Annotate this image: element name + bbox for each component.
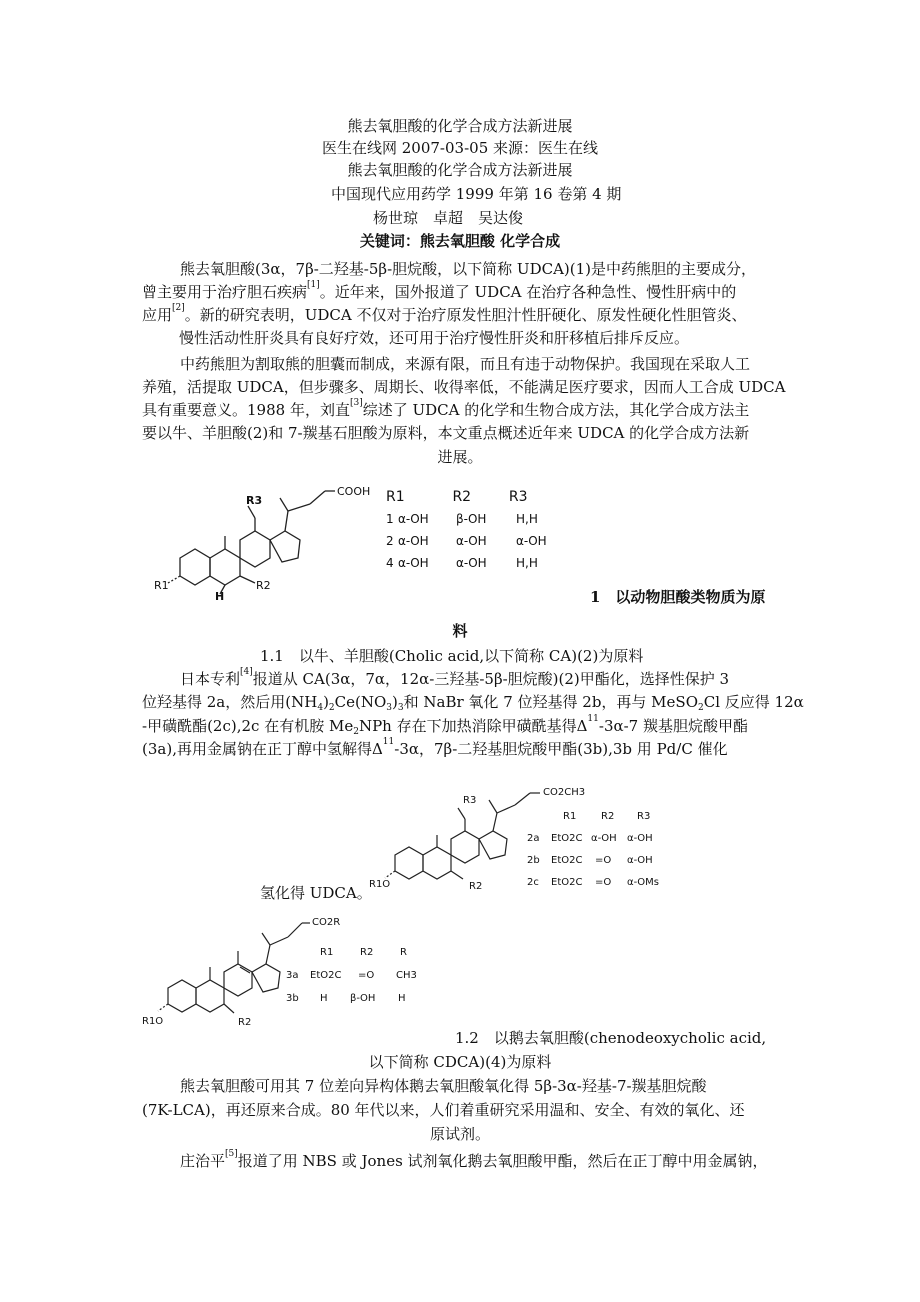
intro-p2-line3: 具有重要意义。1988 年，刘直[3]综述了 UDCA 的化学和生物合成方法，其化学合成方法主 [142, 398, 750, 419]
col-header-r1: R1 [386, 489, 405, 505]
r1-label: R1 [154, 579, 169, 592]
svg-text:R2: R2 [360, 947, 374, 958]
svg-text:R2: R2 [601, 811, 615, 822]
svg-text:=O: =O [358, 970, 375, 981]
figure-1-table [386, 486, 549, 574]
citation-ref-4[interactable]: [4] [240, 667, 253, 677]
cooh-label: COOH [337, 485, 371, 498]
svg-text:2b: 2b [527, 855, 540, 866]
r2-label: R2 [238, 1017, 252, 1028]
svg-text:2c: 2c [527, 877, 539, 888]
svg-text:2a: 2a [527, 833, 540, 844]
co2r-label: CO2R [312, 917, 341, 928]
svg-text:=O: =O [595, 855, 612, 866]
section-1-heading-cont: 料 [452, 622, 468, 640]
svg-text:3a: 3a [286, 970, 299, 981]
svg-text:CH3: CH3 [396, 970, 417, 981]
table-row: 4 α-OH α-OH H,H [386, 556, 538, 570]
svg-text:α-OH: α-OH [627, 855, 653, 866]
intro-p1-line1: 熊去氧胆酸(3α，7β-二羟基-5β-胆烷酸，以下简称 UDCA)(1)是中药熊胆的主要成分， [180, 260, 757, 278]
svg-text:EtO2C: EtO2C [310, 970, 342, 981]
r1o-label: R1O [369, 879, 391, 890]
svg-text:EtO2C: EtO2C [551, 833, 583, 844]
citation-ref-3[interactable]: [3] [349, 398, 363, 408]
section-1-2-p1-line1: 熊去氧胆酸可用其 7 位差向异构体鹅去氧胆酸氧化得 5β-3α-羟基-7-羰基胆烷酸 [180, 1077, 707, 1095]
section-1-2-heading-cont: 以下简称 CDCA)(4)为原料 [368, 1053, 552, 1071]
r3-label: R3 [246, 494, 263, 507]
intro-p1-line4: 慢性活动性肝炎具有良好疗效，还可用于治疗慢性肝炎和肝移植后排斥反应。 [179, 329, 690, 347]
section-1-2-p1-line3: 原试剂。 [429, 1125, 490, 1143]
section-1-heading: 1 以动物胆酸类物质为原 [590, 588, 766, 606]
svg-text:R3: R3 [637, 811, 651, 822]
co2ch3-label: CO2CH3 [543, 787, 586, 798]
citation-ref-2[interactable]: [2] [172, 303, 185, 313]
section-1-1-line1: 日本专利[4]报道从 CA(3α，7α，12α-三羟基-5β-胆烷酸)(2)甲酯化，选择性保护 3 [180, 667, 730, 688]
r1o-label: R1O [142, 1016, 164, 1027]
r2-label: R2 [256, 579, 271, 592]
section-1-2-p2-line1: 庄治平[5]报道了用 NBS 或 Jones 试剂氧化鹅去氧胆酸甲酯，然后在正丁醇中用金属钠， [180, 1149, 768, 1170]
section-1-1-heading: 1.1 以牛、羊胆酸(Cholic acid,以下简称 CA)(2)为原料 [260, 647, 644, 665]
svg-text:α-OMs: α-OMs [627, 877, 659, 888]
journal-line: 中国现代应用药学 1999 年第 16 卷第 4 期 [331, 185, 622, 203]
table-row: 2 α-OH α-OH α-OH [386, 534, 547, 548]
col-header-r3: R3 [508, 489, 528, 505]
h-label: H [215, 590, 225, 603]
section-1-2-heading: 1.2 以鹅去氧胆酸(chenodeoxycholic acid, [455, 1029, 767, 1047]
section-1-1-line4: (3a),再用金属钠在正丁醇中氢解得$\Delta^{11}-3\alpha$，7β-二羟基胆烷酸甲酯(3b),3b 用 Pd/C 催化 [142, 737, 728, 758]
svg-text:H: H [398, 993, 406, 1004]
svg-text:β-OH: β-OH [350, 993, 376, 1004]
section-1-1-line2: 位羟基得 2a，然后用(NH4)2Ce(NO3)3和 NaBr 氧化 7 位羟基得 2b，再与 MeSO2Cl 反应得 12α [142, 693, 804, 713]
svg-text:EtO2C: EtO2C [551, 877, 583, 888]
svg-text:α-OH: α-OH [627, 833, 653, 844]
citation-ref-5[interactable]: [5] [225, 1149, 238, 1159]
section-1-1-line5: 氢化得 UDCA。 [260, 884, 372, 902]
svg-text:H: H [320, 993, 328, 1004]
svg-text:R1: R1 [563, 811, 577, 822]
intro-p2-line4: 要以牛、羊胆酸(2)和 7-羰基石胆酸为原料，本文重点概述近年来 UDCA 的化学合成方法新 [142, 424, 750, 442]
intro-p1-line3: 应用[2]。新的研究表明，UDCA 不仅对于治疗原发性胆汁性肝硬化、原发性硬化性胆管炎、 [142, 303, 747, 324]
figure-3-structure [138, 903, 428, 1033]
page-title: 熊去氧胆酸的化学合成方法新进展 [347, 117, 573, 135]
r3-label: R3 [463, 795, 477, 806]
svg-text:α-OH: α-OH [591, 833, 617, 844]
svg-text:3b: 3b [286, 993, 299, 1004]
intro-p1-line2: 曾主要用于治疗胆石疾病[1]。近年来，国外报道了 UDCA 在治疗各种急性、慢性肝病中的 [142, 280, 737, 301]
svg-text:R: R [400, 947, 407, 958]
svg-text:=O: =O [595, 877, 612, 888]
keywords-line: 关键词：熊去氧胆酸 化学合成 [359, 232, 561, 250]
citation-ref-1[interactable]: [1] [307, 280, 320, 290]
intro-p2-line1: 中药熊胆为割取熊的胆囊而制成，来源有限，而且有违于动物保护。我国现在采取人工 [180, 355, 751, 373]
source-line: 医生在线网 2007-03-05 来源：医生在线 [321, 139, 599, 157]
section-1-2-p1-line2: (7K-LCA)，再还原来合成。80 年代以来，人们着重研究采用温和、安全、有效的氧化、还 [142, 1101, 745, 1119]
intro-p2-line2: 养殖，活提取 UDCA，但步骤多、周期长、收得率低，不能满足医疗要求，因而人工合成 UDCA [142, 378, 786, 396]
section-1-1-line3: -甲磺酰酯(2c),2c 在有机胺 Me2NPh 存在下加热消除甲磺酰基得$\Delta^{11}-3\alpha-7$ 羰基胆烷酸甲酯 [142, 714, 748, 737]
col-header-r2: R2 [452, 489, 472, 505]
svg-text:R1: R1 [320, 947, 334, 958]
authors-line: 杨世琼 卓超 吴达俊 [373, 209, 524, 227]
table-row: 1 α-OH β-OH H,H [386, 512, 538, 526]
r2-label: R2 [469, 881, 483, 892]
svg-text:EtO2C: EtO2C [551, 855, 583, 866]
figure-2-structure [365, 775, 665, 900]
intro-p2-line5: 进展。 [437, 448, 483, 466]
title-repeat: 熊去氧胆酸的化学合成方法新进展 [347, 161, 573, 179]
